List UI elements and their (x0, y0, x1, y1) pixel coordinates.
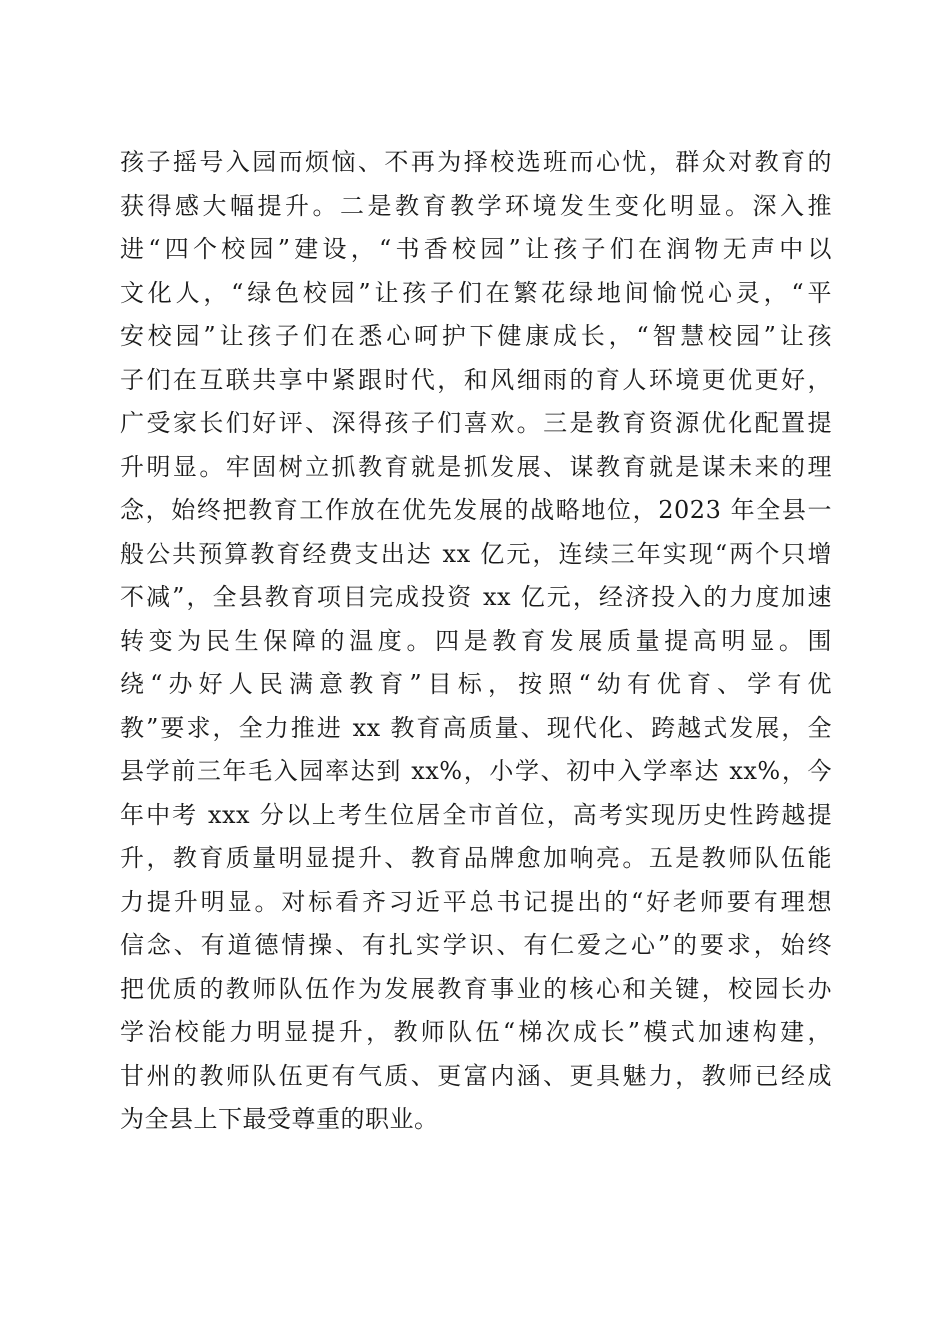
text-line: 年中考 xxx 分以上考生位居全市首位，高考实现历史性跨越提 (120, 800, 832, 829)
text-line: 教”要求，全力推进 xx 教育高质量、现代化、跨越式发展，全 (120, 713, 832, 742)
text-line: 信念、有道德情操、有扎实学识、有仁爱之心”的要求，始终 (120, 931, 832, 959)
text-line: 获得感大幅提升。二是教育教学环境发生变化明显。深入推 (120, 191, 832, 220)
text-line: 不减”，全县教育项目完成投资 xx 亿元，经济投入的力度加速 (120, 583, 832, 611)
text-line: 升明显。牢固树立抓教育就是抓发展、谋教育就是谋未来的理 (120, 452, 832, 481)
text-line: 念，始终把教育工作放在优先发展的战略地位，2023 年全县一 (120, 496, 832, 524)
text-line: 子们在互联共享中紧跟时代，和风细雨的育人环境更优更好， (120, 365, 832, 394)
text-line: 力提升明显。对标看齐习近平总书记提出的“好老师要有理想 (120, 887, 832, 916)
text-line: 般公共预算教育经费支出达 xx 亿元，连续三年实现“两个只增 (120, 539, 832, 568)
text-line: 学治校能力明显提升，教师队伍“梯次成长”模式加速构建， (120, 1018, 832, 1046)
text-line: 甘州的教师队伍更有气质、更富内涵、更具魅力，教师已经成 (120, 1061, 832, 1090)
text-line: 县学前三年毛入园率达到 xx%，小学、初中入学率达 xx%，今 (120, 757, 832, 785)
text-line: 转变为民生保障的温度。四是教育发展质量提高明显。围 (120, 626, 832, 655)
text-line: 为全县上下最受尊重的职业。 (120, 1105, 439, 1133)
text-line: 把优质的教师队伍作为发展教育事业的核心和关键，校园长办 (120, 974, 832, 1003)
text-line: 文化人，“绿色校园”让孩子们在繁花绿地间愉悦心灵，“平 (120, 278, 832, 307)
text-line: 升，教育质量明显提升、教育品牌愈加响亮。五是教师队伍能 (120, 844, 832, 872)
text-line: 安校园”让孩子们在悉心呵护下健康成长，“智慧校园”让孩 (120, 322, 832, 350)
body-paragraph (120, 141, 832, 1142)
text-line: 广受家长们好评、深得孩子们喜欢。三是教育资源优化配置提 (120, 409, 832, 437)
text-line: 绕“办好人民满意教育”目标，按照“幼有优育、学有优 (120, 670, 832, 698)
text-line: 孩子摇号入园而烦恼、不再为择校选班而心忧，群众对教育的 (120, 148, 832, 176)
text-line: 进“四个校园”建设，“书香校园”让孩子们在润物无声中以 (120, 235, 832, 263)
